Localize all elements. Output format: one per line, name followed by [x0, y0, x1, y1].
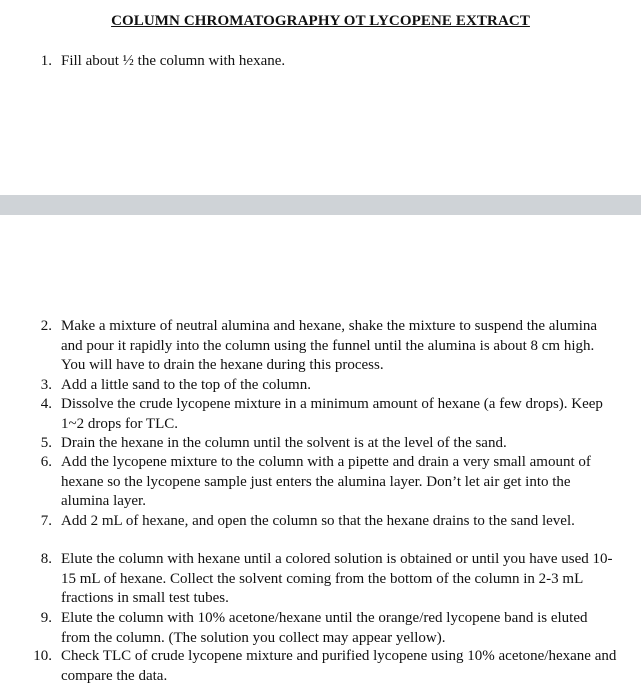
step-text: Add a little sand to the top of the column. [61, 377, 311, 393]
step-number: 9. [40, 610, 52, 626]
step-number: 5. [40, 435, 52, 451]
step-number: 2. [40, 318, 52, 334]
step-text: Dissolve the crude lycopene mixture in a minimum amount of hexane (a few drops). Keep 1~2 drops for TLC. [61, 396, 603, 432]
document-title: COLUMN CHROMATOGRAPHY OT LYCOPENE EXTRACT [111, 13, 530, 29]
step-number: 4. [40, 396, 52, 412]
step-text: Elute the column with hexane until a colored solution is obtained or until you have used 10-15 mL of hexane. Collect the solvent coming from the bottom of the column in 2-3 mL fractions in small test tubes. [61, 551, 613, 606]
step-text: Add 2 mL of hexane, and open the column so that the hexane drains to the sand level. [61, 513, 575, 529]
step-text: Add the lycopene mixture to the column with a pipette and drain a very small amount of hexane so the lycopene sample just enters the alumina layer. Don’t let air get into the alumina layer. [61, 454, 591, 509]
step-number: 3. [40, 377, 52, 393]
step-number: 1. [40, 53, 52, 69]
step-text: Check TLC of crude lycopene mixture and purified lycopene using 10% acetone/hexane and compare the data. [61, 648, 617, 684]
step-text: Drain the hexane in the column until the solvent is at the level of the sand. [61, 435, 507, 451]
step-number: 7. [40, 513, 52, 529]
step-number: 10. [33, 648, 52, 664]
step-number: 6. [40, 454, 52, 470]
gray-divider-bar [0, 195, 641, 215]
step-text: Fill about ½ the column with hexane. [61, 53, 286, 69]
step-text: Make a mixture of neutral alumina and hexane, shake the mixture to suspend the alumina and pour it rapidly into the column using the funnel until the alumina is about 8 cm high. You will have to drain the hexane during this process. [61, 318, 598, 373]
step-number: 8. [40, 551, 52, 567]
step-text: Elute the column with 10% acetone/hexane until the orange/red lycopene band is eluted from the column. (The solution you collect may appear yellow). [61, 610, 588, 646]
